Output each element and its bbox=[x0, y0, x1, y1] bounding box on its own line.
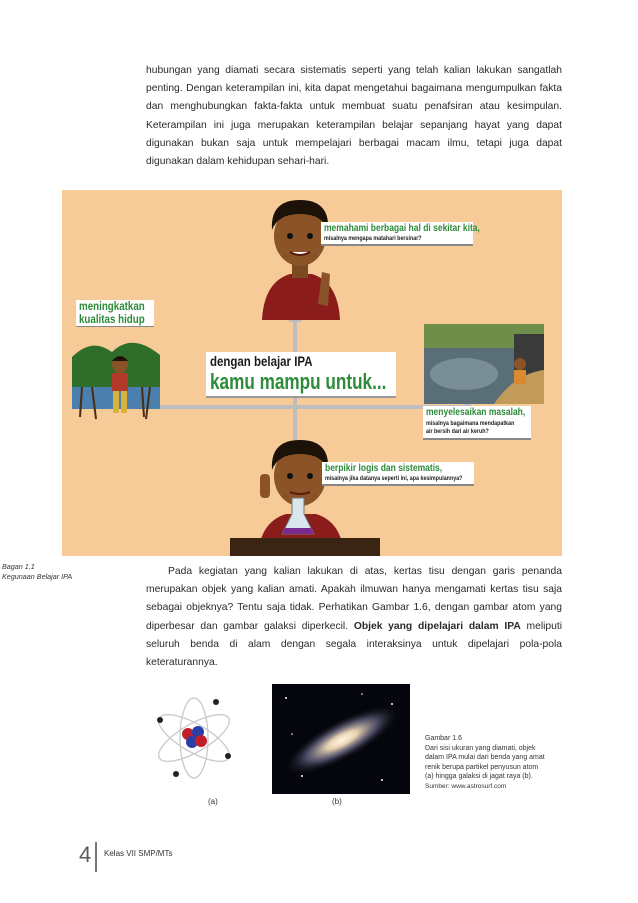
caption-quality-heading: meningkatkan kualitas hidup bbox=[79, 301, 145, 326]
caption-problem-heading: menyelesaikan masalah, bbox=[426, 407, 526, 418]
figure16-source: Sumber: www.astrosurf.com bbox=[425, 782, 507, 790]
center-title-box bbox=[206, 352, 396, 398]
figure-label-a: (a) bbox=[208, 797, 218, 806]
intro-paragraph: hubungan yang diamati secara sistematis seperti yang telah kalian lakukan sangatlah penting. Dengan keterampilan ini, kita dapat mengetahui bagaimana mengumpulkan fakta dan menghubungkan fakta-fakta untuk membuat suatu penafsiran atau kesimpulan. Keterampilan ini juga merupakan keterampilan belajar sepanjang hayat yang dapat digunakan bukan saja untuk mempelajari berbagai macam ilmu, tetapi juga dapat digunakan dalam kehidupan sehari-hari. bbox=[146, 65, 562, 168]
center-title-top: dengan belajar IPA bbox=[210, 353, 313, 369]
figure-caption-number: Bagan 1.1 bbox=[2, 562, 35, 571]
figure-caption-title: Kegunaan Belajar IPA bbox=[2, 572, 73, 581]
body-paragraph-part1: Pada kegiatan yang kalian lakukan di atas, kertas tisu dengan garis penanda merupakan objek yang kalian amati. Apakah ilmuwan hanya mengamati kertas tisu saja sebagai objeknya? Tentu saja tidak. Perhatikan Gambar 1.6, dengan gambar atom yang diperbesar dan gambar galaksi diperkecil. bbox=[146, 566, 562, 632]
page-number: 4 bbox=[79, 842, 92, 867]
caption-logic-sub: misalnya jika datanya seperti ini, apa kesimpulannya? bbox=[325, 475, 463, 482]
galaxy-image bbox=[272, 684, 410, 794]
ipa-benefits-diagram bbox=[62, 190, 562, 556]
caption-problem-sub: misalnya bagaimana mendapatkan air bersih dari air keruh? bbox=[426, 420, 515, 435]
caption-logic-heading: berpikir logis dan sistematis, bbox=[325, 463, 443, 474]
figure16-text: Dari sisi ukuran yang diamati, objek dalam IPA mulai dari benda yang amat renik berupa partikel penyusun atom (a) hingga galaksi di jagat raya (b). bbox=[425, 744, 545, 781]
polluted-water-illustration bbox=[424, 324, 544, 404]
body-paragraph-bold: Objek yang dipelajari dalam IPA bbox=[353, 620, 521, 632]
caption-understand-sub: misalnya mengapa matahari bersinar? bbox=[324, 235, 422, 242]
figure-label-b: (b) bbox=[332, 797, 342, 806]
body-paragraph bbox=[146, 563, 562, 672]
body-paragraph-part2: meliputi seluruh benda di alam dengan segala interaksinya untuk dipelajari pola-pola keteraturannya. bbox=[146, 620, 562, 669]
caption-quality bbox=[76, 300, 154, 328]
connector-horizontal bbox=[132, 405, 467, 409]
boy-thinking-illustration bbox=[250, 194, 350, 320]
caption-understand bbox=[321, 222, 480, 246]
footer-book-title: Kelas VII SMP/MTs bbox=[104, 849, 173, 858]
mangrove-planting-illustration bbox=[72, 327, 160, 427]
boy-experiment-illustration bbox=[230, 434, 380, 556]
figure16-title: Gambar 1.6 bbox=[425, 735, 462, 742]
caption-logic bbox=[322, 462, 474, 486]
center-title-main: kamu mampu untuk... bbox=[210, 369, 387, 394]
atom-image bbox=[146, 690, 242, 786]
caption-problem bbox=[423, 406, 531, 440]
caption-understand-heading: memahami berbagai hal di sekitar kita, bbox=[324, 223, 480, 234]
figure16-caption bbox=[425, 734, 545, 792]
footer-divider bbox=[95, 842, 97, 872]
